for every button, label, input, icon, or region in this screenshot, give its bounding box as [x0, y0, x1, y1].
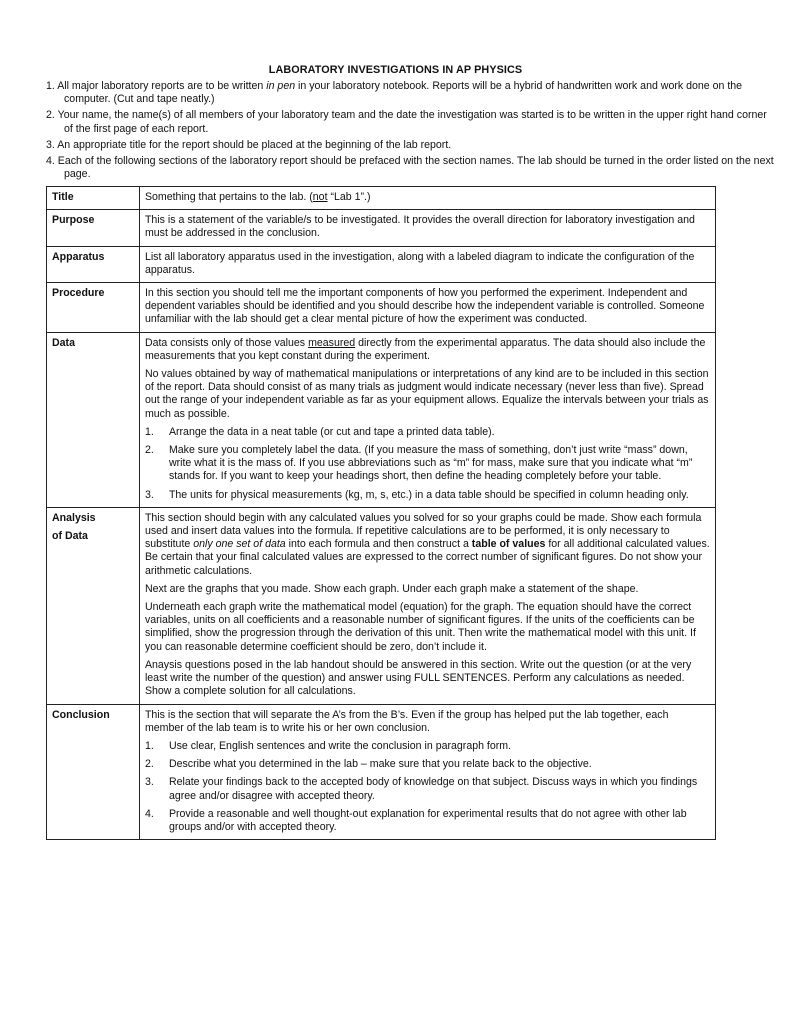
section-description — [139, 187, 715, 210]
paragraph: Next are the graphs that you made. Show each graph. Under each graph make a statement of the shape. — [144, 582, 639, 595]
list-number: 2. — [144, 444, 154, 457]
list-number: 3. — [144, 776, 154, 789]
intro-number: 2. — [46, 109, 55, 122]
paragraph: No values obtained by way of mathematical manipulations or interpretations of any kind are to be included in this section of the report. Data should consist of as many trials as judgment would indicate necessary (never less than five). Spread out the range of your independent variable as far as your equipment allows. Equalize the intervals between your trials as much as possible. — [144, 368, 709, 420]
page-title: LABORATORY INVESTIGATIONS IN AP PHYSICS — [268, 64, 523, 76]
section-row-conclusion — [47, 704, 716, 840]
text-run: directly from the experimental apparatus. The data should also include the measurements that you kept constant during the experiment. — [144, 336, 706, 362]
list-text: Describe what you determined in the lab – make sure that you relate back to the objective. — [168, 758, 592, 771]
list-item — [145, 426, 710, 439]
list-text: Relate your findings back to the accepted body of knowledge on that subject. Discuss ways in which you findings agree and/or disagree with accepted theory. — [168, 776, 698, 802]
intro-number: 3. — [46, 138, 55, 151]
intro-text: All major laboratory reports are to be written — [57, 80, 267, 92]
section-description — [139, 704, 715, 840]
section-row-procedure — [47, 283, 716, 333]
report-sections-table — [46, 186, 716, 840]
list-text: Make sure you completely label the data. (If you measure the mass of something, don’t just write “mass” down, write what it is the mass of. If you use abbreviations such as “m” for mass, make sure that you indicate what “m” stands for. If you want to keep your headings short, then define the heading completely before your table. — [168, 444, 693, 483]
section-name: Procedure — [47, 283, 140, 333]
text-run: Data consists only of those values — [144, 336, 309, 349]
list-item — [145, 808, 710, 834]
section-name: Conclusion — [47, 704, 140, 840]
emphasis-text: only one set of data — [193, 538, 286, 551]
section-description: In this section you should tell me the important components of how you performed the experiment. Independent and dependent variables should be identified and you should describe how the independent variable is controlled. Someone unfamiliar with the lab should get a clear mental picture of how the experiment was conducted. — [139, 283, 715, 333]
text-run: Something that pertains to the lab. ( — [144, 191, 313, 203]
list-text: The units for physical measurements (kg, m, s, etc.) in a data table should be specified in column heading only. — [168, 488, 689, 501]
intro-list — [46, 80, 776, 184]
list-number: 1. — [144, 739, 154, 752]
intro-text: Each of the following sections of the laboratory report should be prefaced with the section names. The lab should be turned in the order listed on the next page. — [57, 155, 774, 181]
text-run: “Lab 1”.) — [327, 191, 371, 203]
underlined-text: measured — [308, 336, 356, 349]
section-description — [139, 507, 715, 704]
list-item — [145, 776, 710, 802]
paragraph: This is the section that will separate the A’s from the B’s. Even if the group has helped put the lab together, each member of the lab team is to write his or her own conclusion. — [144, 708, 669, 734]
intro-item-3 — [46, 139, 776, 152]
section-description — [139, 332, 715, 507]
intro-number: 4. — [46, 155, 55, 168]
list-text: Provide a reasonable and well thought-out explanation for experimental results that do not agree with other lab groups and/or with accepted theory. — [168, 807, 687, 833]
list-number: 4. — [144, 807, 154, 820]
list-number: 3. — [144, 488, 154, 501]
list-item — [145, 489, 710, 502]
text-run: into each formula and then construct a — [285, 538, 472, 551]
list-number: 2. — [144, 758, 154, 771]
text-run: for all additional calculated values. Be certain that your final calculated values are expressed to the correct number of significant figures. Do not show your arithmetic calculations. — [144, 538, 710, 577]
intro-text: in your laboratory notebook. Reports will be a hybrid of handwritten work and work done on the computer. (Cut and tape neatly.) — [64, 80, 743, 106]
paragraph — [145, 337, 710, 363]
section-name: Title — [47, 187, 140, 210]
text-run: This section should begin with any calculated values you solved for so your graphs could be made. Show each formula used and insert data values into the formula. If repetitive calculations are to be performed, it is only necessary to substitute — [144, 511, 702, 551]
list-text: Arrange the data in a neat table (or cut and tape a printed data table). — [168, 425, 495, 438]
intro-text: An appropriate title for the report should be placed at the beginning of the lab report. — [57, 138, 452, 151]
section-row-purpose — [47, 210, 716, 246]
intro-item-1 — [46, 80, 776, 106]
section-row-title — [47, 187, 716, 210]
list-item — [145, 758, 710, 771]
intro-number: 1. — [46, 80, 55, 92]
list-item — [145, 740, 710, 753]
list-text: Use clear, English sentences and write the conclusion in paragraph form. — [168, 739, 512, 752]
section-description: This is a statement of the variable/s to be investigated. It provides the overall direction for laboratory investigation and must be addressed in the conclusion. — [139, 210, 715, 246]
section-name — [47, 507, 140, 704]
list-number: 1. — [144, 425, 154, 438]
list-item — [145, 444, 710, 484]
intro-item-4 — [46, 155, 776, 181]
section-name-line: Analysis — [52, 511, 96, 524]
section-row-data — [47, 332, 716, 507]
section-row-apparatus — [47, 246, 716, 282]
section-name-line: of Data — [52, 530, 88, 543]
section-description: List all laboratory apparatus used in the investigation, along with a labeled diagram to indicate the configuration of the apparatus. — [139, 246, 715, 282]
paragraph: Anaysis questions posed in the lab handout should be answered in this section. Write out the question (or at the very least write the number of the question) and answer using FULL SENTENCES. Perform any calculations as needed. Show a complete solution for all calculations. — [144, 658, 692, 698]
bold-text: table of values — [471, 538, 546, 551]
intro-text: Your name, the name(s) of all members of your laboratory team and the date the investigation was started is to be written in the upper right hand corner of the first page of each report. — [57, 109, 767, 135]
intro-emphasis: in pen — [266, 80, 296, 92]
section-name: Purpose — [47, 210, 140, 246]
section-row-analysis — [47, 507, 716, 704]
underlined-text: not — [312, 191, 328, 203]
section-name: Apparatus — [47, 246, 140, 282]
paragraph: Underneath each graph write the mathematical model (equation) for the graph. The equation should have the correct variables, units on all coefficients and a reasonable number of significant figures. If the units of the coefficients can be simplified, show the progression through the derivation of this unit. Then write the mathematical model with this unit. If you can reasonable determine coefficient should be zero, don’t include it. — [144, 601, 696, 653]
intro-item-2 — [46, 109, 776, 135]
paragraph — [145, 512, 710, 578]
section-name: Data — [47, 332, 140, 507]
